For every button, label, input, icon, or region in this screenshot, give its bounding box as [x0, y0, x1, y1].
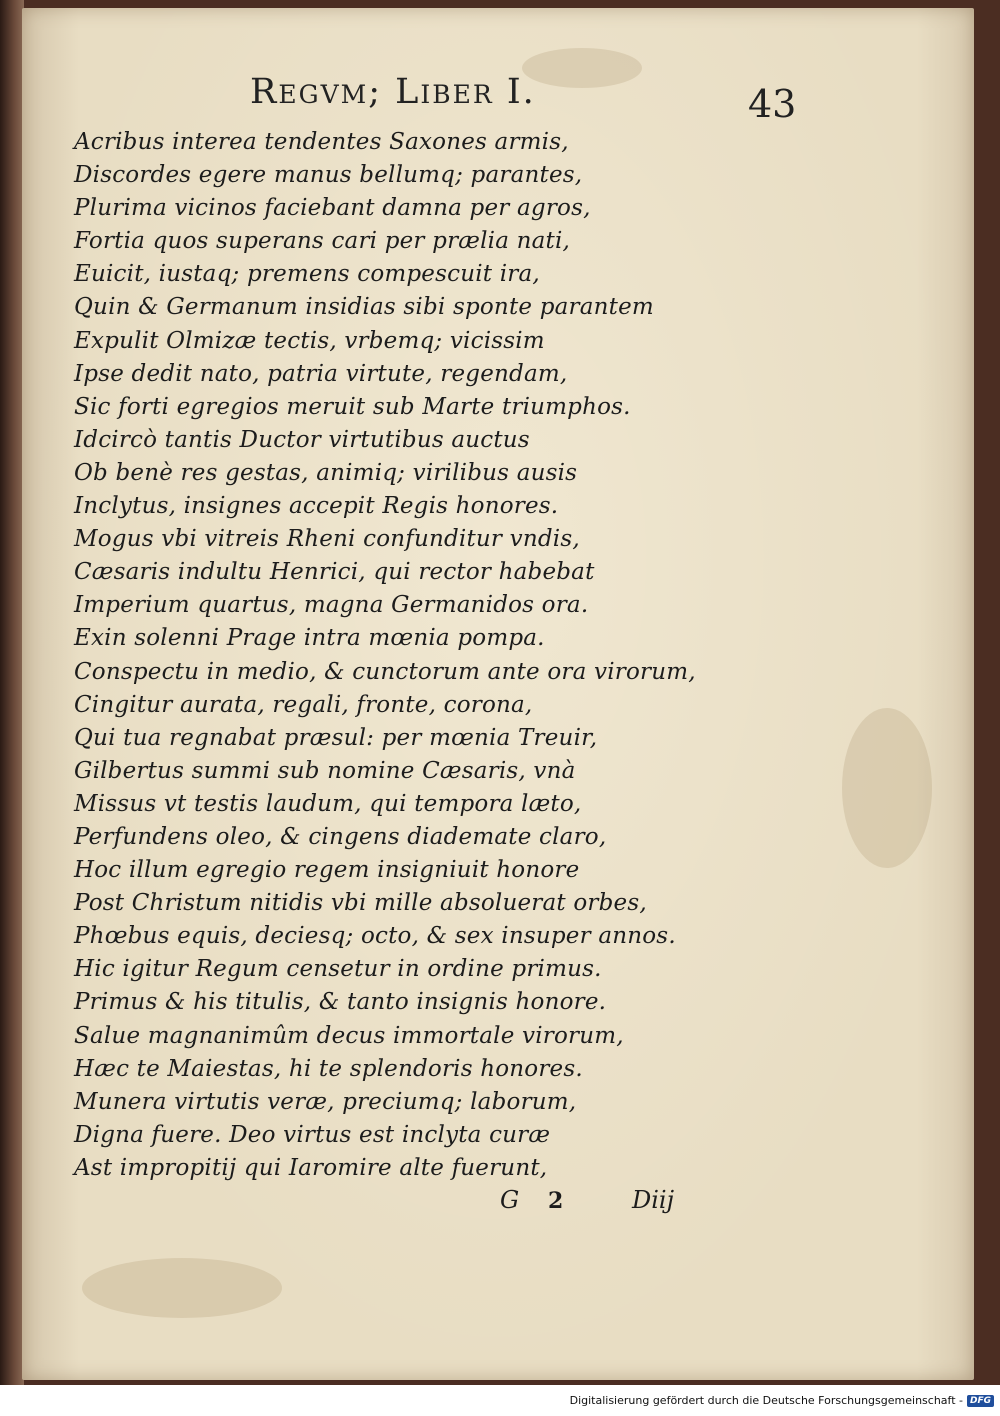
- page-number: 43: [748, 82, 797, 126]
- verse-text: [74, 126, 714, 1185]
- verse-line: Cæsaris indultu Henrici, qui rector habebat: [74, 559, 595, 586]
- verse-line: Digna fuere. Deo virtus est inclyta curæ: [74, 1121, 551, 1148]
- paper-stain: [82, 1258, 282, 1318]
- verse-line: Conspectu in medio, & cunctorum ante ora virorum,: [74, 658, 696, 685]
- verse-line: Plurima vicinos faciebant damna per agros,: [74, 195, 591, 222]
- verse-line: Missus vt testis laudum, qui tempora læto,: [74, 790, 582, 817]
- verse-line: Sic forti egregios meruit sub Marte triumphos.: [74, 393, 631, 420]
- verse-line: Ipse dedit nato, patria virtute, regendam,: [74, 360, 568, 387]
- credit-text: Digitalisierung gefördert durch die Deutsche Forschungsgemeinschaft -: [569, 1394, 963, 1407]
- printer-signature-number: 2: [548, 1188, 564, 1214]
- verse-line: Ob benè res gestas, animiq; virilibus ausis: [74, 459, 578, 486]
- book-binding-edge: [0, 0, 24, 1385]
- verse-line: Expulit Olmizæ tectis, vrbemq; vicissim: [74, 327, 545, 354]
- verse-line: Acribus interea tendentes Saxones armis,: [74, 129, 569, 155]
- verse-line: Cingitur aurata, regali, fronte, corona,: [74, 691, 533, 718]
- verse-line: Discordes egere manus bellumq; parantes,: [74, 162, 583, 189]
- verse-line: Qui tua regnabat præsul: per mœnia Treuir,: [74, 724, 598, 751]
- paper-stain: [842, 708, 932, 868]
- verse-line: Primus & his titulis, & tanto insignis honore.: [74, 989, 607, 1016]
- catchword: Diij: [632, 1186, 675, 1214]
- digitization-credit: [570, 1394, 994, 1407]
- verse-line: Hæc te Maiestas, hi te splendoris honores.: [74, 1055, 583, 1082]
- verse-line: Munera virtutis veræ, preciumq; laborum,: [74, 1088, 577, 1115]
- verse-line: Phœbus equis, deciesq; octo, & sex insuper annos.: [74, 923, 676, 950]
- verse-line: Imperium quartus, magna Germanidos ora.: [74, 592, 589, 619]
- verse-line: Perfundens oleo, & cingens diademate claro,: [74, 823, 607, 850]
- verse-line: Mogus vbi vitreis Rheni confunditur vndis,: [74, 526, 580, 553]
- verse-line: Ast impropitij qui Iaromire alte fuerunt,: [74, 1154, 548, 1181]
- printer-signature: G: [500, 1186, 520, 1214]
- dfg-logo-icon: DFG: [967, 1395, 994, 1407]
- verse-line: Post Christum nitidis vbi mille absoluerat orbes,: [74, 890, 647, 917]
- verse-line: Salue magnanimûm decus immortale virorum,: [74, 1022, 624, 1049]
- running-head: Regvm; Liber I.: [250, 72, 536, 112]
- verse-line: Exin solenni Prage intra mœnia pompa.: [74, 625, 545, 652]
- verse-line: Quin & Germanum insidias sibi sponte parantem: [74, 294, 654, 321]
- verse-line: Idcircò tantis Ductor virtutibus auctus: [74, 426, 530, 453]
- verse-line: Gilbertus summi sub nomine Cæsaris, vnà: [74, 757, 576, 784]
- verse-line: Euicit, iustaq; premens compescuit ira,: [74, 261, 540, 288]
- verse-line: Inclytus, insignes accepit Regis honores.: [74, 493, 559, 520]
- verse-line: Fortia quos superans cari per prælia nati,: [74, 228, 571, 255]
- verse-line: Hic igitur Regum censetur in ordine primus.: [74, 956, 602, 983]
- verse-line: Hoc illum egregio regem insigniuit honore: [74, 857, 580, 884]
